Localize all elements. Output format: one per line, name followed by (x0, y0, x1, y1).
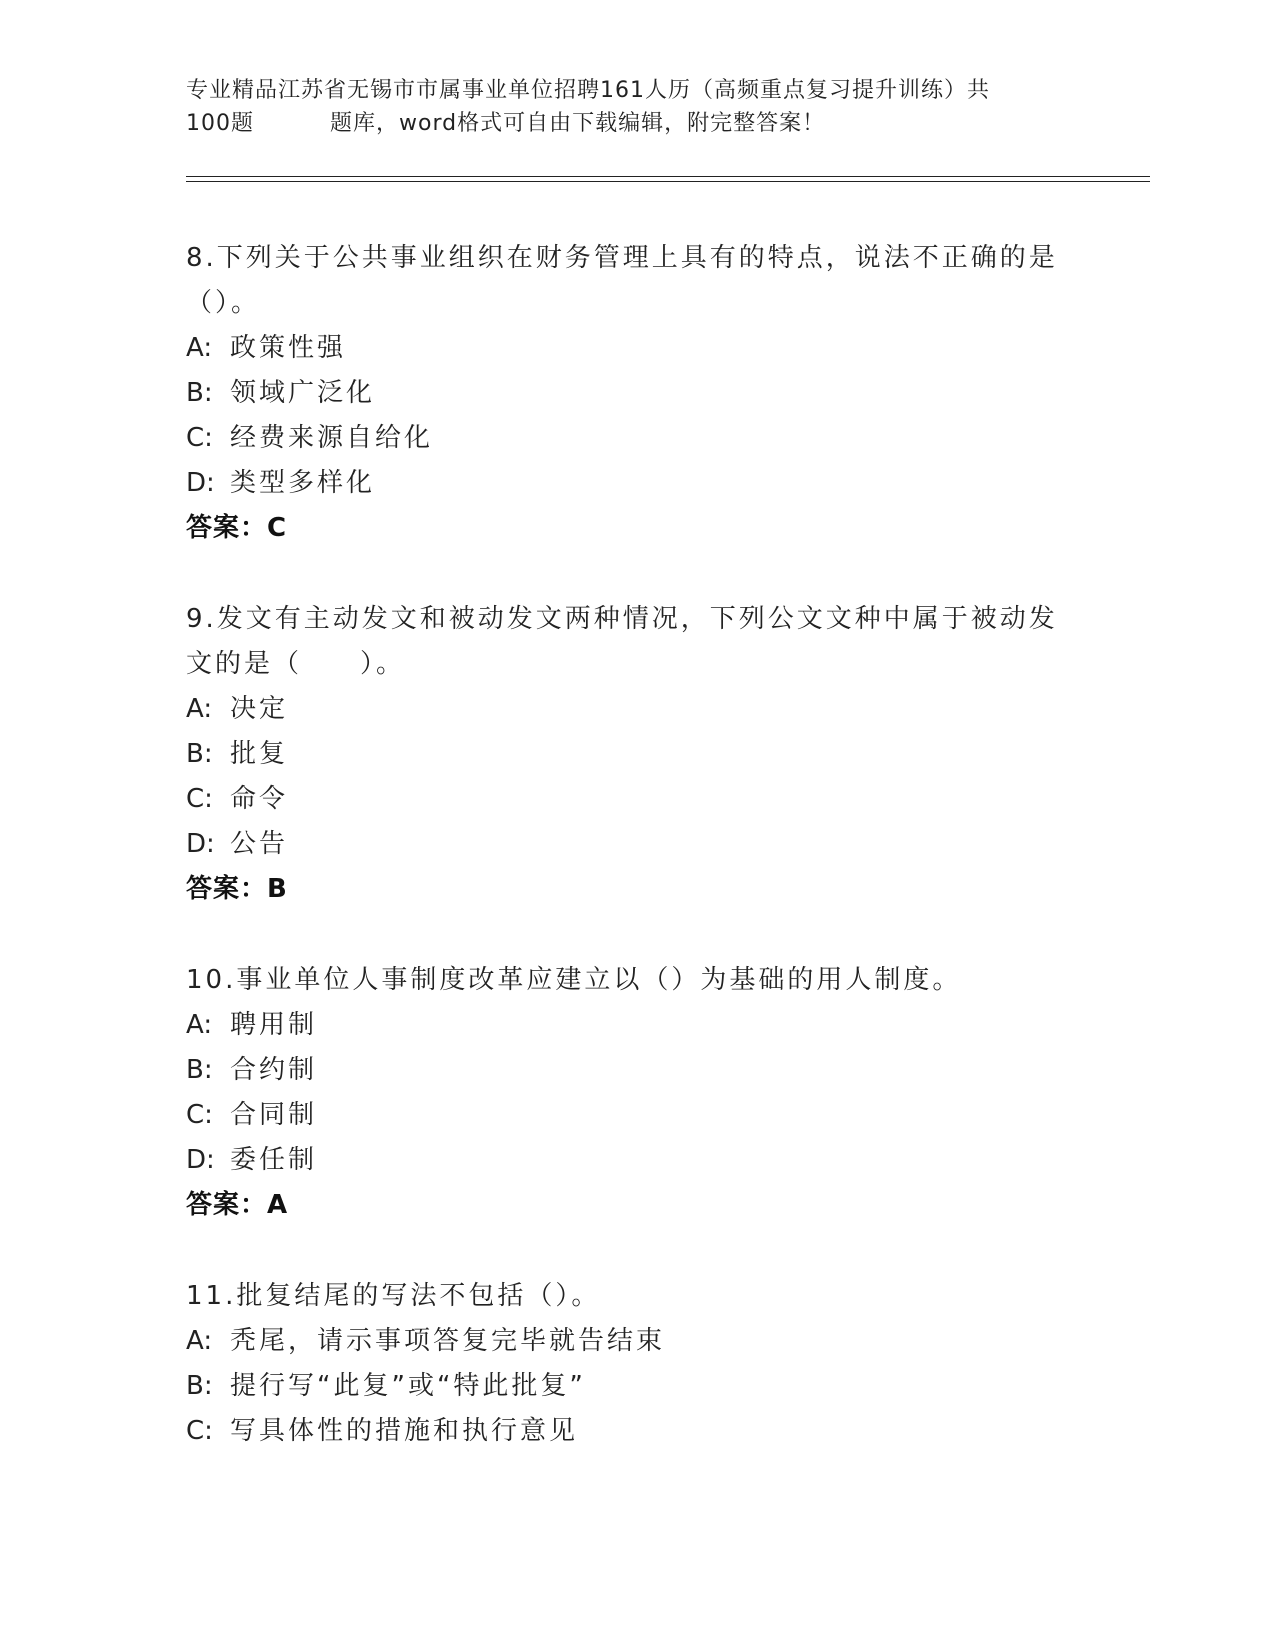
question-8 (186, 236, 1066, 551)
header-divider-top (186, 176, 1150, 177)
question-text: 11.批复结尾的写法不包括（）。 (186, 1281, 601, 1311)
option-letter: B: (186, 739, 213, 769)
header-line-1: 专业精品江苏省无锡市市属事业单位招聘161人历（高频重点复习提升训练）共 (186, 78, 990, 103)
option-a (186, 687, 1066, 732)
option-c (186, 416, 1066, 461)
option-text: 聘用制 (230, 1010, 318, 1040)
option-text: 公告 (230, 829, 289, 859)
option-text: 领域广泛化 (230, 378, 376, 408)
option-d (186, 461, 1066, 506)
option-text: 命令 (230, 784, 289, 814)
question-text: 8.下列关于公共事业组织在财务管理上具有的特点，说法不正确的是（）。 (186, 243, 1058, 318)
answer-line: 答案：B (186, 874, 288, 904)
option-letter: B: (186, 1055, 213, 1085)
option-text: 批复 (230, 739, 289, 769)
option-text: 提行写“此复”或“特此批复” (230, 1371, 586, 1401)
header-description: 题库，word格式可自由下载编辑，附完整答案！ (330, 111, 826, 136)
option-text: 决定 (230, 694, 289, 724)
option-letter: D: (186, 829, 215, 859)
option-c (186, 777, 1066, 822)
header-divider-bottom (186, 181, 1150, 182)
option-letter: D: (186, 468, 215, 498)
option-letter: C: (186, 1416, 213, 1446)
option-letter: C: (186, 423, 213, 453)
question-10 (186, 958, 1066, 1228)
header-question-count: 100题 (186, 111, 254, 136)
option-d (186, 822, 1066, 867)
question-9 (186, 597, 1066, 912)
question-11 (186, 1274, 1066, 1454)
option-letter: B: (186, 1371, 213, 1401)
option-b (186, 732, 1066, 777)
option-text: 合约制 (230, 1055, 318, 1085)
option-text: 委任制 (230, 1145, 318, 1175)
question-text: 10.事业单位人事制度改革应建立以（）为基础的用人制度。 (186, 965, 962, 995)
option-letter: A: (186, 333, 213, 363)
option-a (186, 1319, 1066, 1364)
option-letter: A: (186, 1326, 213, 1356)
option-c (186, 1093, 1066, 1138)
option-d (186, 1138, 1066, 1183)
option-letter: C: (186, 1100, 213, 1130)
option-text: 政策性强 (230, 333, 347, 363)
option-text: 合同制 (230, 1100, 318, 1130)
question-text: 9.发文有主动发文和被动发文两种情况，下列公文文种中属于被动发文的是（ ）。 (186, 604, 1058, 679)
option-letter: D: (186, 1145, 215, 1175)
option-letter: B: (186, 378, 213, 408)
option-text: 写具体性的措施和执行意见 (230, 1416, 579, 1446)
option-letter: A: (186, 694, 213, 724)
option-text: 经费来源自给化 (230, 423, 434, 453)
option-text: 秃尾，请示事项答复完毕就告结束 (230, 1326, 666, 1356)
option-a (186, 326, 1066, 371)
option-letter: A: (186, 1010, 213, 1040)
header-line-2 (186, 107, 1066, 140)
option-b (186, 371, 1066, 416)
document-header (186, 74, 1066, 140)
option-text: 类型多样化 (230, 468, 376, 498)
option-a (186, 1003, 1066, 1048)
answer-line: 答案：C (186, 513, 288, 543)
option-c (186, 1409, 1066, 1454)
option-letter: C: (186, 784, 213, 814)
option-b (186, 1364, 1066, 1409)
option-b (186, 1048, 1066, 1093)
question-list (186, 236, 1066, 1500)
answer-line: 答案：A (186, 1190, 289, 1220)
